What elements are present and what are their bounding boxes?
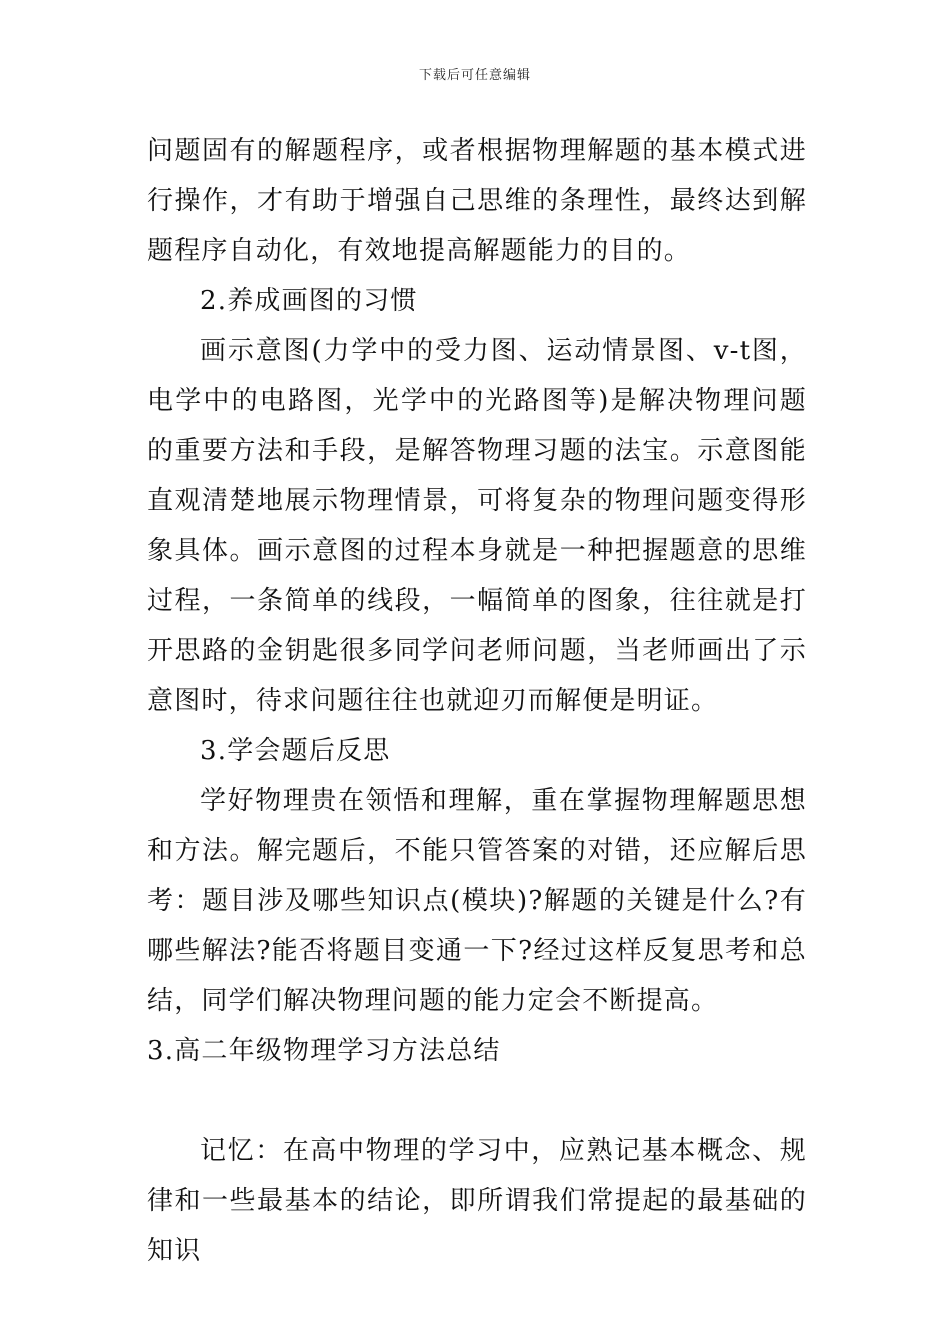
paragraph-memory: 记忆：在高中物理的学习中，应熟记基本概念、规律和一些最基本的结论，即所谓我们常提起的最基础的知识 <box>147 1136 807 1266</box>
paragraph-reflection: 学好物理贵在领悟和理解，重在掌握物理解题思想和方法。解完题后，不能只管答案的对错，还应解后思考：题目涉及哪些知识点(模块)?解题的关键是什么?有哪些解法?能否将题目变通一下?经过这样反复思考和总结，同学们解决物理问题的能力定会不断提高。 <box>147 786 807 1016</box>
blank-line <box>147 1076 807 1126</box>
page-header-note: 下载后可任意编辑 <box>418 68 531 83</box>
subheading-reflection: 3.学会题后反思 <box>200 736 391 766</box>
subheading-drawing-habit: 2.养成画图的习惯 <box>200 286 418 316</box>
paragraph-problem-solving-procedure: 问题固有的解题程序，或者根据物理解题的基本模式进行操作，才有助于增强自己思维的条理性，最终达到解题程序自动化，有效地提高解题能力的目的。 <box>147 136 807 266</box>
paragraph-drawing-diagrams: 画示意图(力学中的受力图、运动情景图、v-t图，电学中的电路图，光学中的光路图等)是解决物理问题的重要方法和手段，是解答物理习题的法宝。示意图能直观清楚地展示物理情景，可将复杂的物理问题变得形象具体。画示意图的过程本身就是一种把握题意的思维过程，一条简单的线段，一幅简单的图象，往往就是打开思路的金钥匙很多同学问老师问题，当老师画出了示意图时，待求问题往往也就迎刃而解便是明证。 <box>147 336 807 716</box>
section-title: 3.高二年级物理学习方法总结 <box>147 1036 501 1066</box>
document-body <box>147 126 807 1276</box>
